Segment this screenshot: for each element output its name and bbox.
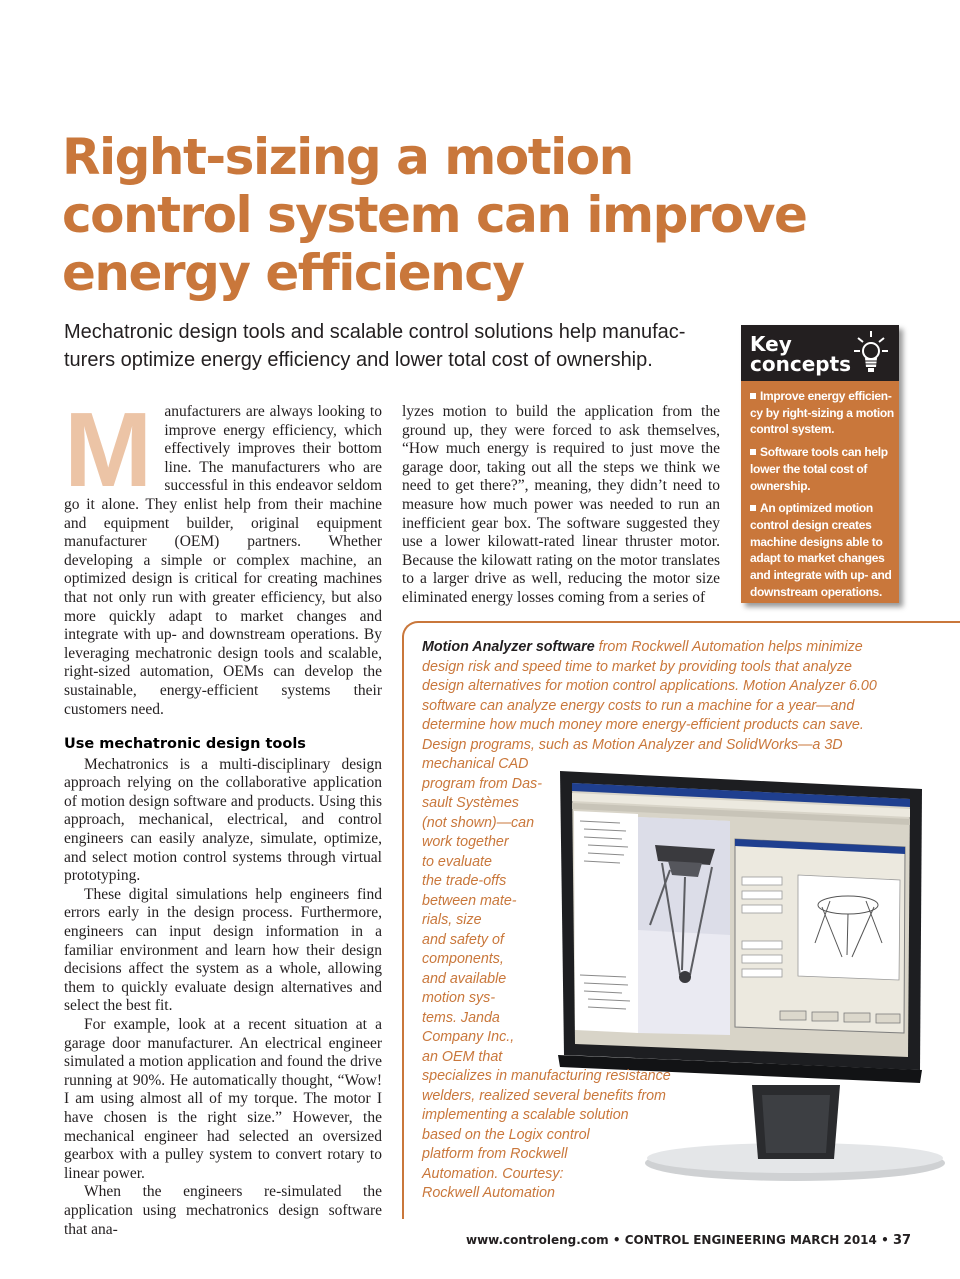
figure-caption (422, 638, 892, 1204)
page-footer (466, 1233, 911, 1248)
key-concepts-heading-2: concepts (750, 352, 852, 376)
caption-lead: Motion Analyzer software (422, 639, 595, 655)
key-concept-line: control system. (750, 422, 835, 437)
lightbulb-icon (853, 329, 889, 377)
bullet-square-icon (750, 449, 756, 455)
body-paragraph: lyzes motion to build the application from the ground up, they were forced to ask themselves, “How much energy is required to just move the garage door, taking out all the steps we think we need to get there?”, meaning, they didn’t need to measure how much power was needed to run an inefficient gear box. The software suggested they use a lower kilowatt-rated linear thruster motor. Because the kilowatt rating on the motor translates to a larger drive as well, reducing the motor size eliminated energy losses coming from a series of (402, 403, 720, 606)
key-concept-line: downstream operations. (750, 584, 883, 599)
title-line-3: energy efficiency (62, 244, 524, 302)
key-concept-item (750, 444, 891, 494)
caption-line: implementing a scalable solution (422, 1107, 629, 1123)
caption-line: specializes in manufacturing resistance (422, 1068, 671, 1084)
caption-line: motion sys- (422, 990, 496, 1006)
caption-line: an OEM that (422, 1048, 503, 1065)
key-concept-item (750, 500, 891, 600)
key-concept-line: lower the total cost of (750, 461, 868, 476)
key-concept-line: cy by right-sizing a motion (750, 405, 894, 420)
caption-line: (not shown)—can (422, 814, 535, 831)
caption-line: between mate- (422, 892, 517, 909)
article-deck (64, 318, 744, 374)
key-concept-line: Improve energy efficien- (760, 389, 892, 403)
caption-line: Automation. Courtesy: (422, 1165, 564, 1182)
body-paragraph: When the engineers re-simulated the application using mechatronics design software that ana- (64, 1183, 382, 1238)
article-title (62, 128, 902, 302)
body-paragraph: anufacturers are always looking to improve energy efficiency, which effectively improves their bottom line. The manufacturers who are successful in this endeavor seldom go it alone. They enlist help from their machine and equipment builder, original equipment manufacturer (OEM) partners. Whether developing a simple or complex machine, an optimized design is critical for creating machines that not only run with greater efficiency, but also more quickly adapt to market changes and integrate with up- and downstream operations. By leveraging mechatronic design tools and scalable, right-sized automation, OEMs can develop the sustainable, energy-efficient systems their customers need. (64, 403, 382, 718)
caption-line: design alternatives for motion control applications. Motion Analyzer 6.00 (422, 678, 877, 694)
key-concepts-header (741, 325, 899, 381)
key-concept-line: and integrate with up- and (750, 568, 892, 583)
caption-line: mechanical CAD (422, 756, 529, 772)
key-concept-line: Software tools can help (760, 445, 888, 460)
page-number: 37 (892, 1233, 912, 1248)
deck-line-2: turers optimize energy efficiency and lower total cost of ownership. (64, 349, 653, 371)
caption-line: Design programs, such as Motion Analyzer and SolidWorks—a 3D (422, 736, 843, 753)
key-concept-line: adapt to market changes (750, 551, 885, 566)
footer-issue: MARCH 2014 (789, 1233, 877, 1247)
caption-line: Company Inc., (422, 1029, 515, 1045)
caption-line: sault Systèmes (422, 795, 519, 811)
body-column-1 (64, 391, 382, 1239)
footer-bullet: • (881, 1233, 889, 1247)
section-subhead: Use mechatronic design tools (64, 736, 306, 753)
key-concept-line: An optimized motion (760, 501, 873, 516)
caption-line: and safety of (422, 931, 504, 948)
bullet-square-icon (750, 393, 756, 399)
caption-line: work together (422, 834, 509, 850)
key-concept-line: ownership. (750, 478, 811, 493)
key-concept-line: control design creates (750, 517, 872, 532)
key-concepts-box (741, 325, 899, 603)
caption-line: the trade-offs (422, 873, 507, 889)
key-concepts-heading-1: Key (750, 332, 792, 356)
caption-line: welders, realized several benefits from (422, 1087, 666, 1104)
title-line-2: control system can improve (62, 186, 807, 244)
caption-line: and available (422, 970, 507, 987)
caption-line: based on the Logix control (422, 1126, 590, 1143)
caption-line: from Rockwell Automation helps minimize (594, 639, 863, 655)
key-concept-line: machine designs able to (750, 534, 883, 549)
body-column-2 (402, 403, 720, 608)
footer-magazine: CONTROL ENGINEERING (624, 1233, 786, 1247)
caption-line: rials, size (422, 912, 482, 928)
caption-line: software can analyze energy costs to run a machine for a year—and (422, 697, 855, 714)
caption-line: determine how much money more energy-efficient products can save. (422, 717, 864, 733)
body-paragraph: Mechatronics is a multi-disciplinary design approach relying on the collaborative application of motion design software and products. Using this approach, mechanical, electrical, and control engineers can easily analyze, simulate, optimize, and select motion control systems through virtual prototyping. (64, 755, 382, 885)
key-concept-item (750, 388, 894, 438)
drop-cap: M (64, 391, 153, 509)
caption-line: design risk and speed time to market by providing tools that analyze (422, 658, 852, 675)
caption-line: platform from Rockwell (422, 1146, 568, 1162)
caption-line: program from Das- (422, 775, 542, 792)
footer-site: www.controleng.com (466, 1233, 609, 1247)
bullet-square-icon (750, 505, 756, 511)
body-paragraph: For example, look at a recent situation at a garage door manufacturer. An electrical engineer simulated a motion application and found the drive running at 90%. He automatically thought, “Wow! I am using almost all of my torque. The motor I have chosen is the right size.” However, the mechanical engineer had selected an oversized gearbox with a pulley system to convert rotary to linear power. (64, 1016, 382, 1182)
footer-bullet: • (612, 1233, 621, 1247)
caption-line: tems. Janda (422, 1009, 500, 1026)
deck-line-1: Mechatronic design tools and scalable control solutions help manufac- (64, 321, 686, 343)
caption-line: Rockwell Automation (422, 1185, 555, 1201)
caption-line: to evaluate (422, 853, 492, 870)
caption-line: components, (422, 951, 504, 967)
title-line-1: Right-sizing a motion (62, 128, 633, 186)
key-concepts-list (741, 381, 899, 600)
body-paragraph: These digital simulations help engineers find errors early in the design process. Furthermore, engineers can input design information in a familiar environment and learn how their design decisions affect the system as a whole, allowing them to quickly evaluate design alternatives and select the best fit. (64, 885, 382, 1015)
